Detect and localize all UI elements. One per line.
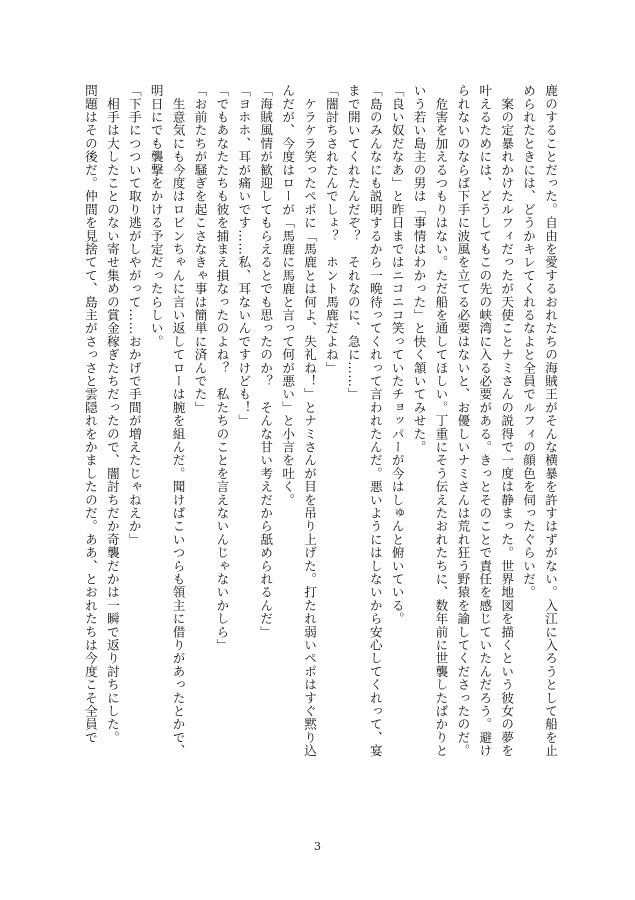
text-line: 明日にでも襲撃をかける予定だったらしい。	[148, 84, 164, 348]
text-line: 相手は大したことのない寄せ集めの賞金稼ぎたちだったので、闇討ちだか奇襲だかは一瞬で返り討ちにした。	[104, 84, 120, 744]
text-line: まで開いてくれたんだぞ？ それなのに、急に……」	[345, 84, 361, 401]
vertical-text-body	[66, 84, 561, 784]
text-line: 「良い奴だなあ」と昨日まではニコニコ笑っていたチョッパーが今はしゅんと俯いている。	[389, 84, 405, 626]
page-number: 3	[314, 840, 321, 853]
text-line: 「でもあなたたちも彼を捕まえ損なったのよね？ 私たちのことを言えないんじゃないかしら」	[214, 84, 230, 652]
text-line: んだが、今度はローが「馬鹿に馬鹿と言って何が悪い」と小言を吐く。	[280, 84, 296, 507]
text-line: ケラケラ笑ったペポに「馬鹿とは何よ、失礼ね！」とナミさんが目を吊り上げた。打たれ弱いペポはすぐ黙り込	[302, 84, 318, 758]
text-line: 危害を加えるつもりはない。ただ船を通してほしい。丁重にそう伝えたおれたちに、数年前に世襲したばかりと	[433, 84, 449, 758]
text-line: 叶えるためには、どうしてもこの先の峡湾に入る必要がある。きっとそのことで責任を感じていたんだろう。避け	[477, 84, 493, 758]
text-line: 「島のみんなにも説明するから一晩待ってくれって言われたんだ。悪いようにはしないから安心してくれって、宴	[367, 84, 383, 758]
text-line: られないのならば下手に波風を立てる必要はないと、お優しいナミさんは荒れ狂う野猿を諭してくださったのだ。	[455, 84, 471, 758]
text-line: いう若い島主の男は「事情はわかった」と快く頷いてみせた。	[411, 84, 427, 454]
text-line: 「ヨホホ、耳が痛いです……私、耳ないんですけども！」	[236, 84, 252, 428]
text-line: 「海賊風情が歓迎してもらえるとでも思ったのか？ そんな甘い考えだから舐められるんだ」	[258, 84, 274, 639]
text-line: 鹿のすることだった。自由を愛するおれたちの海賊王がそんな横暴を許すはずがない。入江に入ろうとして船を止	[543, 84, 558, 758]
text-line: められたときには、どうかキレてくれるなよと全員でルフィの顔色を伺ったぐらいだ。	[521, 84, 537, 599]
text-line: 「下手につついて取り逃がしやがって……おかげで手間が増えたじゃねえか」	[126, 84, 142, 546]
text-line: 案の定暴れかけたルフィだったが天使ことナミさんの説得で一度は静まった。世界地図を描くという彼女の夢を	[499, 84, 515, 758]
text-line: 生意気にも今度はロビンちゃんに言い返してローは腕を組んだ。聞けばこいつらも領主に借りがあったとかで、	[170, 84, 186, 758]
text-line: 「闇討ちされたんでしょ？ ホント馬鹿だよね」	[323, 84, 339, 375]
text-line: 「お前たちが騒ぎを起こさなきゃ事は簡単に済んでた」	[192, 84, 208, 414]
text-line: 問題はその後だ。仲間を見捨てて、島主がさっさと雲隠れをかましたのだ。ああ、とおれたちは今度こそ全員で	[82, 84, 98, 744]
